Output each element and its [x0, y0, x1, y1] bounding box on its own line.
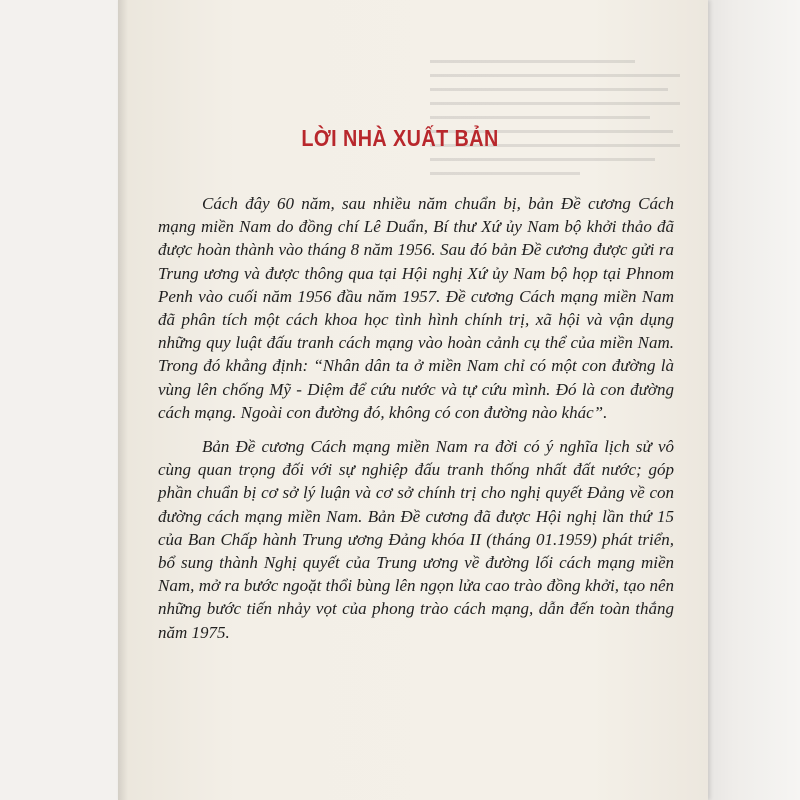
paragraph-1: Cách đây 60 năm, sau nhiều năm chuẩn bị, bản Đề cương Cách mạng miền Nam do đồng chí Lê Duẩn, Bí thư Xứ ủy Nam bộ khởi thảo đã được hoàn thành vào tháng 8 năm 1956. Sau đó bản Đề cương được gửi ra Trung ương và được thông qua tại Hội nghị Xứ ủy Nam bộ họp tại Phnom Penh vào cuối năm 1956 đầu năm 1957. Đề cương Cách mạng miền Nam đã phân tích một cách khoa học tình hình chính trị, xã hội và vận dụng những quy luật đấu tranh cách mạng vào hoàn cảnh cụ thể của miền Nam. Trong đó khẳng định: “Nhân dân ta ở miền Nam chỉ có một con đường là vùng lên chống Mỹ - Diệm để cứu nước và tự cứu mình. Đó là con đường cách mạng. Ngoài con đường đó, không có con đường nào khác”.: [158, 194, 674, 422]
paragraph-2: Bản Đề cương Cách mạng miền Nam ra đời có ý nghĩa lịch sử vô cùng quan trọng đối với sự nghiệp đấu tranh thống nhất đất nước; góp phần chuẩn bị cơ sở lý luận và cơ sở chính trị cho nghị quyết Đảng về con đường cách mạng miền Nam. Bản Đề cương đã được Hội nghị lần thứ 15 của Ban Chấp hành Trung ương Đảng khóa II (tháng 01.1959) phát triển, bổ sung thành Nghị quyết của Trung ương về đường lối cách mạng miền Nam, mở ra bước ngoặt thổi bùng lên ngọn lửa cao trào đồng khởi, tạo nên những bước tiến nhảy vọt của phong trào cách mạng, dẫn đến toàn thắng năm 1975.: [158, 437, 674, 642]
body-text: [158, 192, 674, 644]
page-title: LỜI NHÀ XUẤT BẢN: [301, 125, 499, 151]
page-spine-shadow: [118, 0, 128, 800]
